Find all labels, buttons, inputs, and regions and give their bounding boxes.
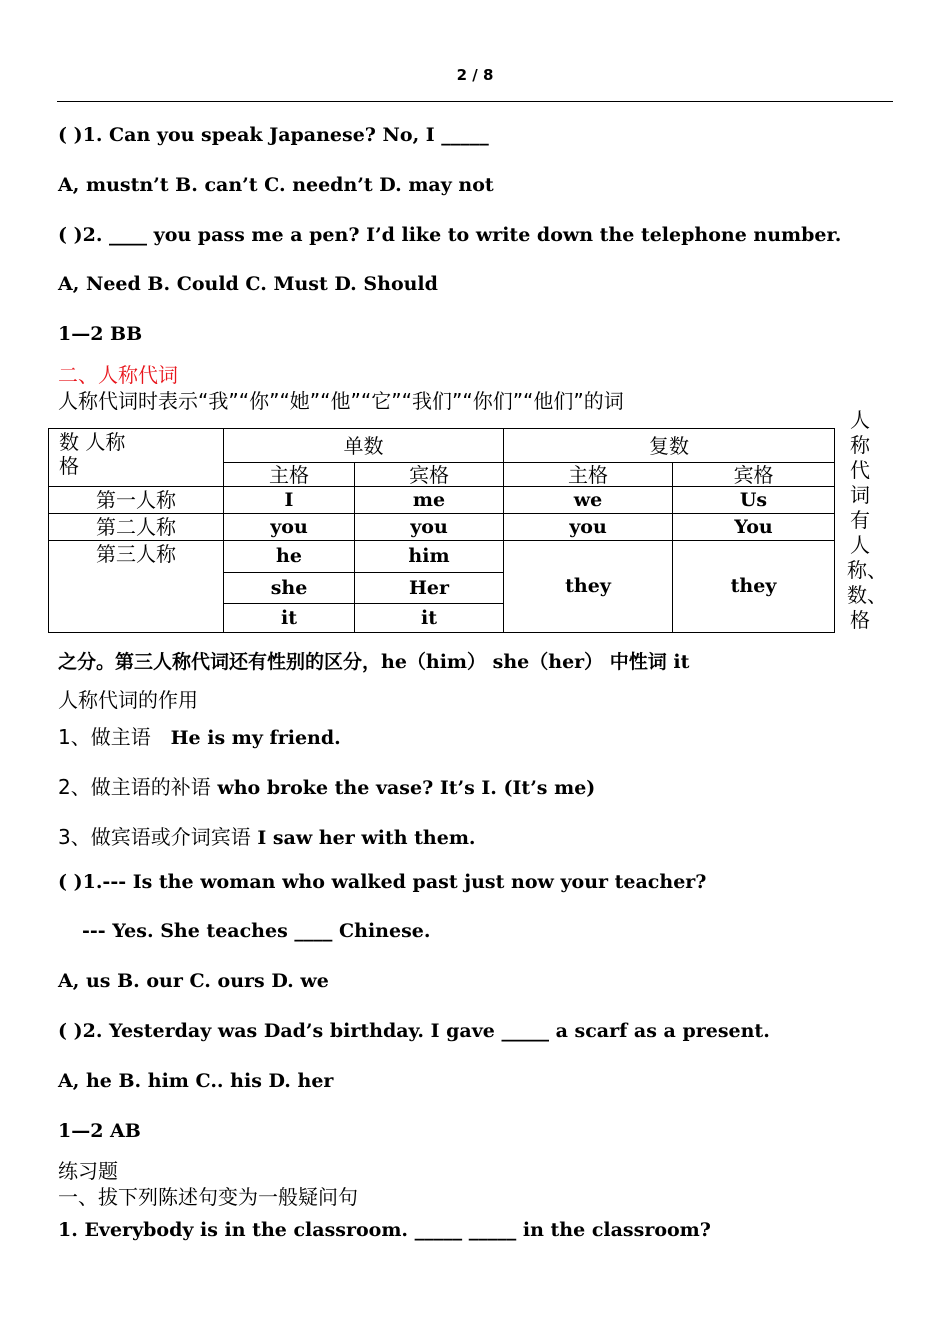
cell-plural-object: Us [673,487,835,514]
cell-plural-subject: you [504,514,673,541]
header-rule [57,101,893,102]
corner-label-case: 格 [59,454,79,478]
side-char: 称、 [847,558,887,582]
function-3-en: I saw her with them. [257,827,476,849]
side-char: 称 [850,433,870,457]
function-3-cn: 3、做宾语或介词宾语 [58,825,251,849]
function-title: 人称代词的作用 [58,688,198,712]
question-2: ( )2. ____ you pass me a pen? I’d like to write down the telephone number. [58,224,842,246]
row-person: 第二人称 [49,514,224,541]
side-vertical-text [847,408,887,633]
cell-singular-subject: she [224,573,355,604]
question-1-options: A, mustn’t B. can’t C. needn’t D. may not [58,174,494,196]
table-row [49,541,835,573]
question-1: ( )1. Can you speak Japanese? No, I _____ [58,124,489,146]
cell-singular-object: it [355,604,504,633]
function-1-en: He is my friend. [170,727,341,749]
question-1-options: A, us B. our C. ours D. we [58,970,329,992]
question-2-options: A, Need B. Could C. Must D. Should [58,273,438,295]
function-1 [58,721,341,750]
side-char: 词 [850,483,870,507]
cell-plural-object: You [673,514,835,541]
side-char: 代 [850,458,870,482]
section-intro: 人称代词时表示“我”“你”“她”“他”“它”“我们”“你们”“他们”的词 [58,389,624,413]
section-heading: 二、人称代词 [58,363,178,387]
corner-label-person: 数 人称 [59,430,126,454]
function-2-en: who broke the vase? It’s I. (It’s me) [217,777,596,799]
table-row [49,514,835,541]
cell-plural-object: they [673,541,835,633]
cell-singular-object: Her [355,573,504,604]
header-singular: 单数 [224,429,504,463]
side-char: 数、 [847,583,887,607]
table-row [49,487,835,514]
question-2: ( )2. Yesterday was Dad’s birthday. I gave _____ a scarf as a present. [58,1020,770,1042]
header-singular-subject: 主格 [224,463,355,487]
cell-plural-subject: they [504,541,673,633]
exercise-title: 练习题 [58,1159,118,1183]
header-plural-subject: 主格 [504,463,673,487]
function-3 [58,821,476,850]
side-char: 格 [850,608,870,632]
cell-singular-subject: you [224,514,355,541]
cell-singular-object: you [355,514,504,541]
header-singular-object: 宾格 [355,463,504,487]
cell-plural-subject: we [504,487,673,514]
pronoun-table [48,428,835,633]
cell-singular-object: me [355,487,504,514]
side-char: 有 [850,508,870,532]
row-person: 第三人称 [49,541,224,633]
table-corner-header [49,429,224,487]
cell-singular-subject: it [224,604,355,633]
continuation-text: 之分。第三人称代词还有性别的区分，he（him） she（her） 中性词 it [58,651,690,673]
function-2-cn: 2、做主语的补语 [58,775,211,799]
answer-key: 1—2 AB [58,1120,141,1142]
cell-singular-subject: he [224,541,355,573]
header-plural: 复数 [504,429,835,463]
page-number: 2 / 8 [456,66,494,84]
answer-key: 1—2 BB [58,323,143,345]
exercise-subtitle: 一、拔下列陈述句变为一般疑问句 [58,1185,358,1209]
question-1: ( )1.--- Is the woman who walked past just now your teacher? [58,871,707,893]
function-1-cn: 1、做主语 [58,725,151,749]
side-char: 人 [850,533,870,557]
question-2-options: A, he B. him C.. his D. her [58,1070,334,1092]
exercise-item-1: 1. Everybody is in the classroom. _____ _____ in the classroom? [58,1219,711,1241]
cell-singular-object: him [355,541,504,573]
row-person: 第一人称 [49,487,224,514]
question-1-reply: --- Yes. She teaches ____ Chinese. [82,920,431,942]
function-2 [58,771,595,800]
header-plural-object: 宾格 [673,463,835,487]
side-char: 人 [850,408,870,432]
cell-singular-subject: I [224,487,355,514]
